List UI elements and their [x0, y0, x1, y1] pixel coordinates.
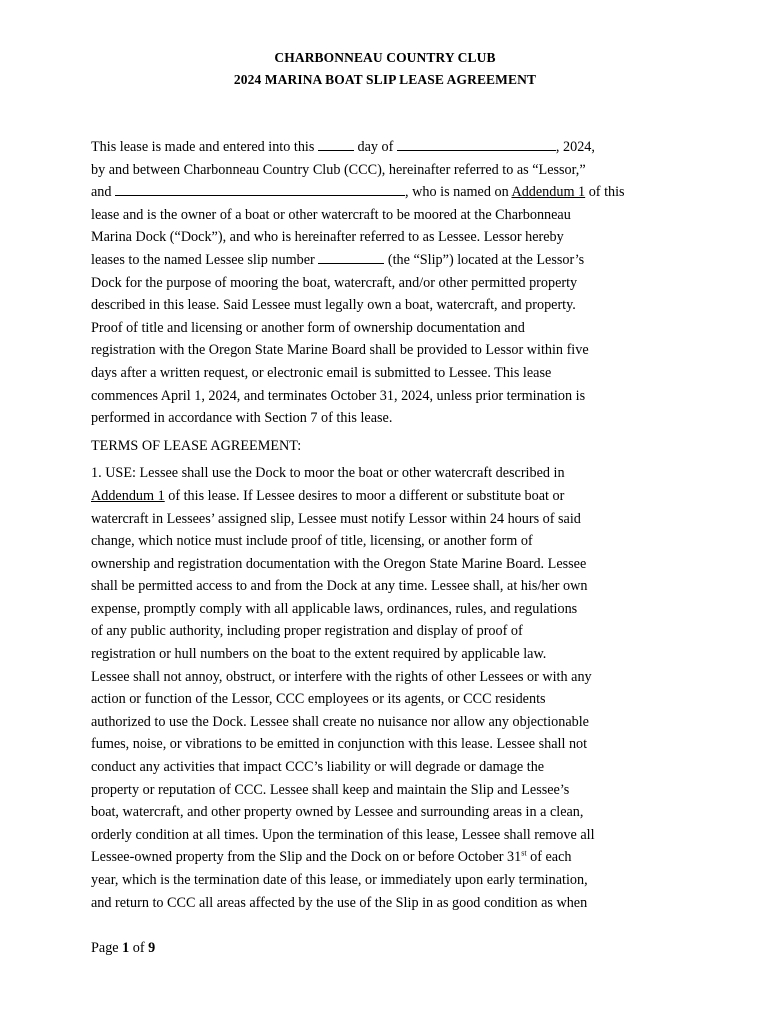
use-line-8: of any public authority, including proper registration and display of proof of — [91, 623, 523, 640]
use-line-4: change, which notice must include proof of title, licensing, or another form of — [91, 533, 533, 550]
use-line-3: watercraft in Lessees’ assigned slip, Lessee must notify Lessor within 24 hours of said — [91, 510, 581, 527]
use-line-9: registration or hull numbers on the boat to the extent required by applicable law. — [91, 646, 547, 663]
use-line-17: orderly condition at all times. Upon the termination of this lease, Lessee shall remove all — [91, 826, 595, 843]
intro-line-1: This lease is made and entered into this day of , 2024, — [91, 139, 595, 155]
use-line-12: authorized to use the Dock. Lessee shall create no nuisance nor allow any objectionable — [91, 713, 589, 730]
intro-line-12: commences April 1, 2024, and terminates October 31, 2024, unless prior termination is — [91, 387, 586, 404]
intro-paragraph — [91, 136, 691, 430]
use-line-7: expense, promptly comply with all applicable laws, ordinances, rules, and regulations — [91, 600, 578, 617]
use-line-15: property or reputation of CCC. Lessee shall keep and maintain the Slip and Lessee’s — [91, 781, 570, 798]
month-blank — [397, 138, 556, 151]
intro-line-2: by and between Charbonneau Country Club (CCC), hereinafter referred to as “Lessor,” — [91, 161, 586, 178]
use-line-5: ownership and registration documentation with the Oregon State Marine Board. Lessee — [91, 555, 587, 572]
document-body — [91, 136, 691, 914]
intro-line-11: days after a written request, or electronic email is submitted to Lessee. This lease — [91, 364, 552, 381]
use-line-13: fumes, noise, or vibrations to be emitted in conjunction with this lease. Lessee shall not — [91, 736, 588, 753]
addendum-1-link: Addendum 1 — [511, 184, 586, 201]
use-line-1: 1. USE: Lessee shall use the Dock to moor the boat or other watercraft described in — [91, 465, 565, 482]
use-line-10: Lessee shall not annoy, obstruct, or interfere with the rights of other Lessees or with any — [91, 668, 592, 685]
use-line-20: and return to CCC all areas affected by the use of the Slip in as good condition as when — [91, 894, 588, 911]
use-line-11: action or function of the Lessor, CCC employees or its agents, or CCC residents — [91, 691, 546, 708]
club-name-heading: CHARBONNEAU COUNTRY CLUB — [274, 50, 496, 65]
use-line-6: shall be permitted access to and from the Dock at any time. Lessee shall, at his/her own — [91, 578, 588, 595]
intro-line-6: leases to the named Lessee slip number (the “Slip”) located at the Lessor’s — [91, 251, 585, 268]
terms-heading: TERMS OF LEASE AGREEMENT: — [91, 437, 302, 454]
intro-line-5: Marina Dock (“Dock”), and who is hereinafter referred to as Lessee. Lessor hereby — [91, 229, 564, 246]
lessee-name-blank — [115, 183, 405, 196]
use-line-16: boat, watercraft, and other property owned by Lessee and surrounding areas in a clean, — [91, 804, 584, 821]
ordinal-suffix: st — [521, 848, 527, 858]
intro-line-4: lease and is the owner of a boat or other watercraft to be moored at the Charbonneau — [91, 206, 571, 223]
use-line-18: Lessee-owned property from the Slip and the Dock on or before October 31st of each — [91, 848, 572, 866]
intro-line-10: registration with the Oregon State Marine Board shall be provided to Lessor within five — [91, 342, 589, 359]
intro-line-3: and , who is named on Addendum 1 of this — [91, 184, 625, 201]
current-page-number: 1 — [122, 940, 130, 956]
intro-line-13: performed in accordance with Section 7 of this lease. — [91, 410, 393, 427]
intro-line-7: Dock for the purpose of mooring the boat, watercraft, and/or other permitted property — [91, 274, 578, 291]
use-line-2: Addendum 1 of this lease. If Lessee desires to moor a different or substitute boat or — [91, 487, 565, 504]
intro-line-9: Proof of title and licensing or another form of ownership documentation and — [91, 319, 525, 336]
total-page-number: 9 — [148, 940, 156, 956]
addendum-1-link-2: Addendum 1 — [91, 487, 165, 504]
intro-line-8: described in this lease. Said Lessee must legally own a boat, watercraft, and property. — [91, 297, 576, 314]
use-section — [91, 462, 691, 914]
page-number-footer: Page 1 of 9 — [91, 940, 156, 956]
use-line-14: conduct any activities that impact CCC’s liability or will degrade or damage the — [91, 759, 545, 776]
agreement-title-heading: 2024 MARINA BOAT SLIP LEASE AGREEMENT — [233, 72, 537, 87]
slip-number-blank — [318, 251, 384, 264]
day-blank — [318, 138, 354, 151]
use-line-19: year, which is the termination date of this lease, or immediately upon early termination, — [91, 872, 588, 888]
